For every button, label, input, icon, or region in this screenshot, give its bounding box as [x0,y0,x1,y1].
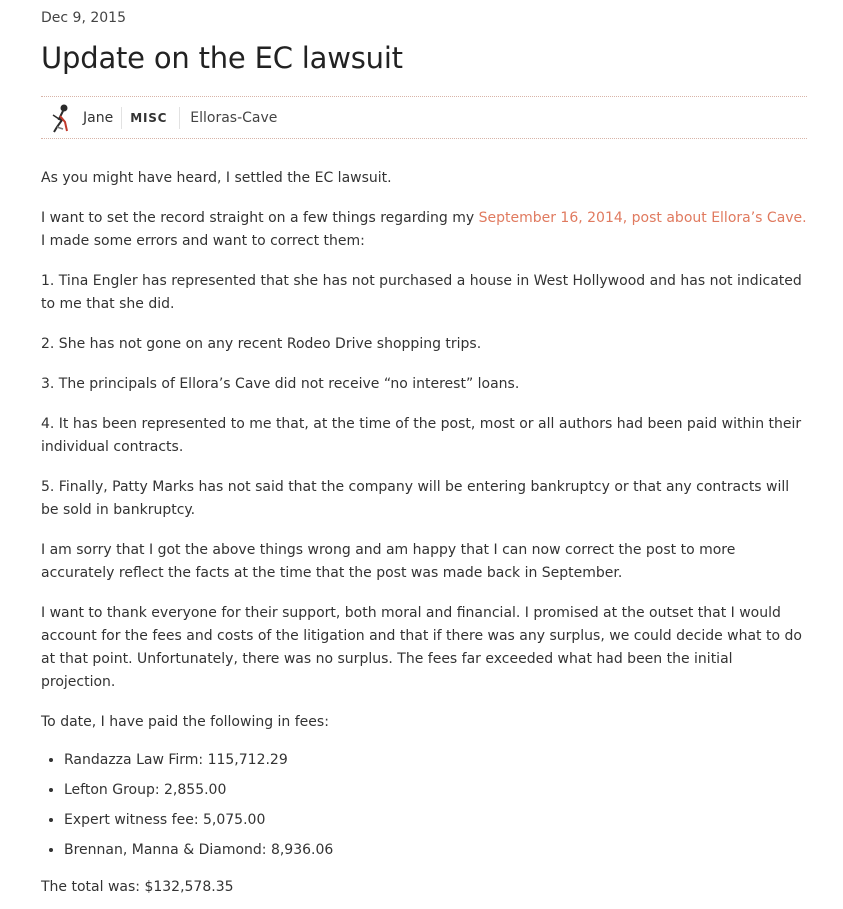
paragraph-text: I made some errors and want to correct them: [41,233,365,249]
paragraph: 4. It has been represented to me that, at the time of the post, most or all authors had been paid within their individual contracts. [41,416,802,455]
paragraph: I am sorry that I got the above things wrong and am happy that I can now correct the post to more accurately reflect the facts at the time that the post was made back in September. [41,542,736,581]
post-title[interactable]: Update on the EC lawsuit [41,41,403,75]
paragraph: To date, I have paid the following in fees: [41,714,329,730]
total-paragraph: The total was: $132,578.35 [41,879,234,895]
list-item: • Expert witness fee: 5,075.00 [64,809,807,832]
list-item: • Randazza Law Firm: 115,712.29 [64,749,807,772]
paragraph: 2. She has not gone on any recent Rodeo Drive shopping trips. [41,336,482,352]
fees-list [41,749,807,862]
paragraph: As you might have heard, I settled the EC lawsuit. [41,170,392,186]
author-avatar[interactable] [45,102,75,134]
paragraph: 3. The principals of Ellora’s Cave did not receive “no interest” loans. [41,376,520,392]
paragraph: 5. Finally, Patty Marks has not said that the company will be entering bankruptcy or that any contracts will be sold in bankruptcy. [41,479,790,518]
list-item: • Lefton Group: 2,855.00 [64,779,807,802]
category-link[interactable]: MISC [130,110,168,125]
september-post-link[interactable]: September 16, 2014, post about Ellora’s Cave. [478,210,807,226]
post-content [41,167,807,899]
author-name[interactable]: Jane [83,109,114,126]
paragraph [41,207,807,253]
list-item: • Brennan, Manna & Diamond: 8,936.06 [64,839,807,862]
paragraph: 1. Tina Engler has represented that she has not purchased a house in West Hollywood and has not indicated to me that she did. [41,273,802,312]
paragraph-text: I want to set the record straight on a few things regarding my [41,210,479,226]
post-meta [41,96,807,139]
paragraph: I want to thank everyone for their support, both moral and financial. I promised at the outset that I would account for the fees and costs of the litigation and that if there was any surplus, we could decide what to do at that point. Unfortunately, there was no surplus. The fees far exceeded what had been the initial projection. [41,605,802,690]
post-date: Dec 9, 2015 [41,10,126,26]
tag-link[interactable]: Elloras-Cave [190,109,278,126]
